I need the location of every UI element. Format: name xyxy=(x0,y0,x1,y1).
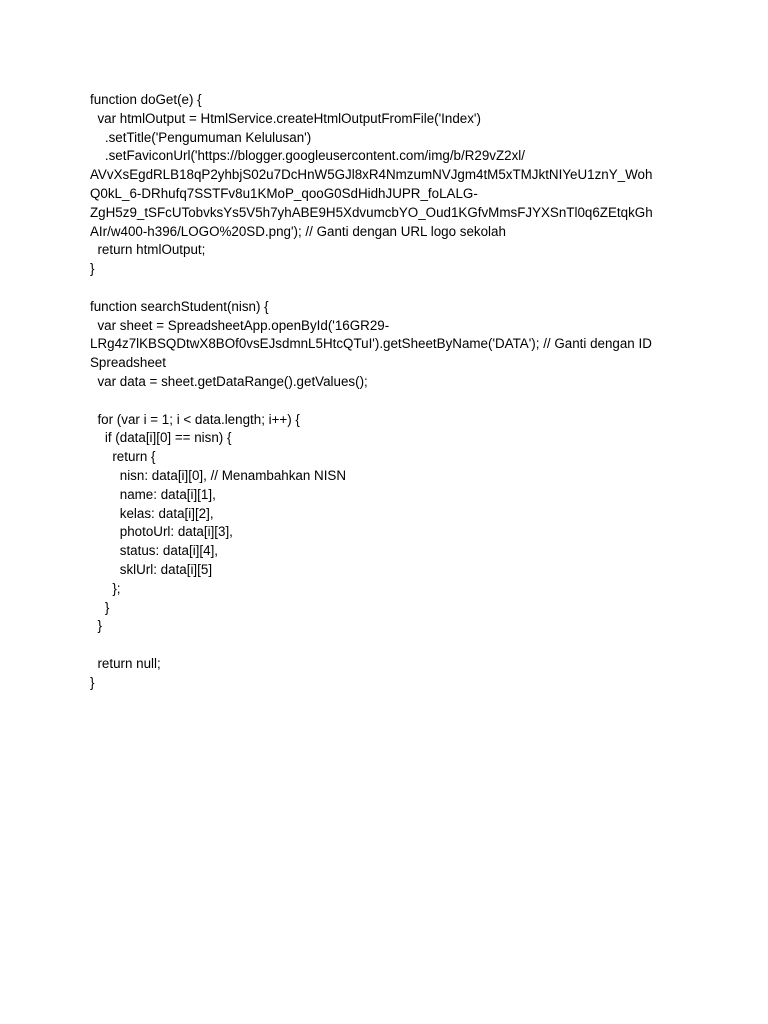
blank-line xyxy=(90,636,690,655)
code-line: Q0kL_6-DRhufq7SSTFv8u1KMoP_qooG0SdHidhJUPR_foLALG- xyxy=(90,185,478,201)
code-line: } xyxy=(90,618,102,634)
code-line: photoUrl: data[i][3], xyxy=(90,524,233,540)
code-line: } xyxy=(90,674,95,690)
blank-line xyxy=(90,279,690,298)
code-line: AIr/w400-h396/LOGO%20SD.png'); // Ganti dengan URL logo sekolah xyxy=(90,223,506,239)
code-line: return null; xyxy=(90,655,161,671)
blank-line xyxy=(90,392,690,411)
code-line: AVvXsEgdRLB18qP2yhbjS02u7DcHnW5GJl8xR4NmzumNVJgm4tM5xTMJktNIYeU1znY_Woh xyxy=(90,167,653,183)
code-line: ZgH5z9_tSFcUTobvksYs5V5h7yhABE9H5XdvumcbYO_Oud1KGfvMmsFJYXSnTl0q6ZEtqkGh xyxy=(90,204,653,220)
code-line: return htmlOutput; xyxy=(90,242,206,258)
code-line: return { xyxy=(90,449,156,465)
code-line: Spreadsheet xyxy=(90,355,166,371)
code-line: function searchStudent(nisn) { xyxy=(90,298,269,314)
code-line: } xyxy=(90,599,110,615)
code-line: kelas: data[i][2], xyxy=(90,505,214,521)
code-line: status: data[i][4], xyxy=(90,543,219,559)
code-line: nisn: data[i][0], // Menambahkan NISN xyxy=(90,467,347,483)
code-line: name: data[i][1], xyxy=(90,486,216,502)
code-line: }; xyxy=(90,580,121,596)
code-line: .setTitle('Pengumuman Kelulusan') xyxy=(90,129,312,145)
code-line: } xyxy=(90,261,95,277)
code-line: if (data[i][0] == nisn) { xyxy=(90,430,232,446)
code-line: for (var i = 1; i < data.length; i++) { xyxy=(90,411,300,427)
code-line: sklUrl: data[i][5] xyxy=(90,561,213,577)
code-listing xyxy=(90,91,690,693)
code-line: LRg4z7lKBSQDtwX8BOf0vsEJsdmnL5HtcQTuI').getSheetByName('DATA'); // Ganti dengan ID xyxy=(90,336,652,352)
code-line: function doGet(e) { xyxy=(90,92,202,107)
code-line: var htmlOutput = HtmlService.createHtmlOutputFromFile('Index') xyxy=(90,110,481,126)
code-line: var sheet = SpreadsheetApp.openById('16GR29- xyxy=(90,317,390,333)
code-line: var data = sheet.getDataRange().getValues(); xyxy=(90,373,368,389)
code-line: .setFaviconUrl('https://blogger.googleusercontent.com/img/b/R29vZ2xl/ xyxy=(90,148,525,164)
